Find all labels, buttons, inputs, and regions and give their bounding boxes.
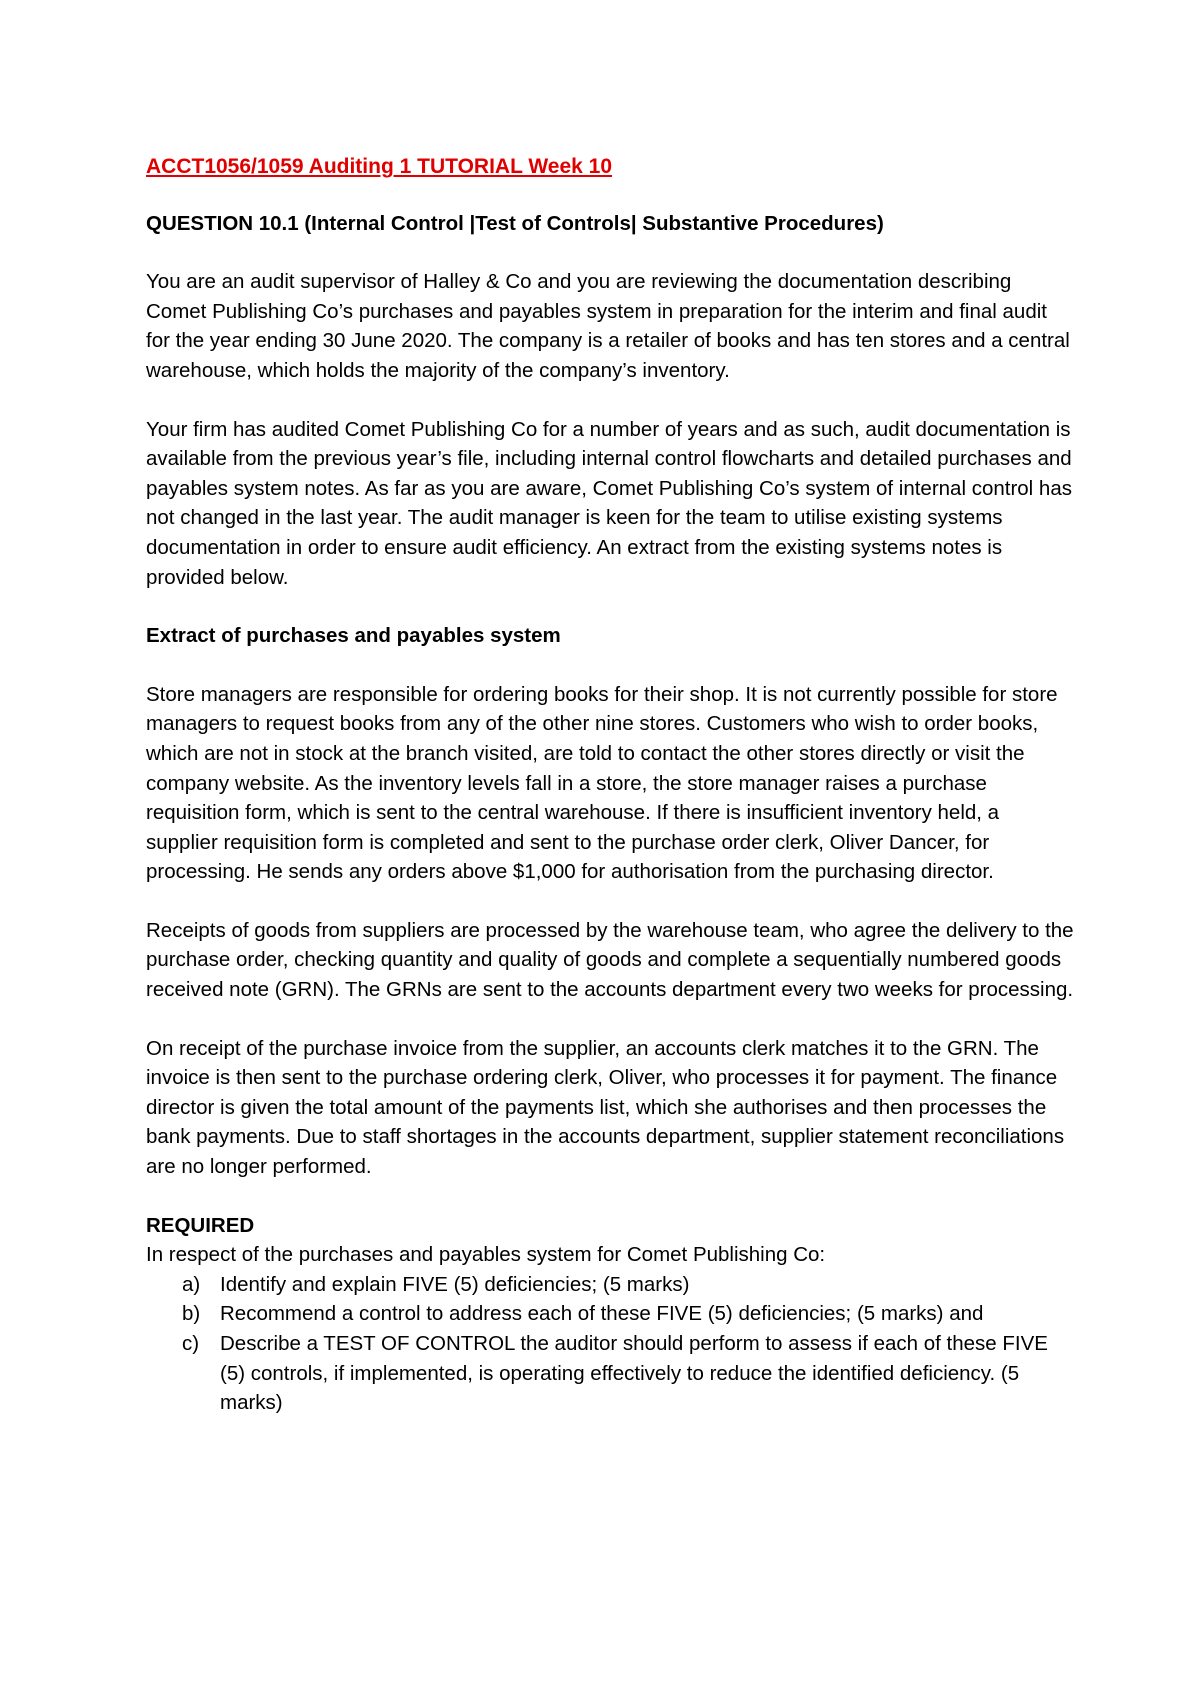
document-content bbox=[146, 152, 1076, 1418]
list-item bbox=[146, 1299, 1076, 1329]
document-title: ACCT1056/1059 Auditing 1 TUTORIAL Week 10 bbox=[146, 155, 613, 178]
list-item-text: Describe a TEST OF CONTROL the auditor should perform to assess if each of these FIVE (5) controls, if implemented, is operating effectively to reduce the identified deficiency. (5 marks) bbox=[220, 1332, 1048, 1415]
required-list bbox=[146, 1270, 1076, 1418]
required-intro: In respect of the purchases and payables system for Comet Publishing Co: bbox=[146, 1243, 826, 1267]
list-marker: b) bbox=[182, 1302, 201, 1326]
extract-heading: Extract of purchases and payables system bbox=[146, 624, 561, 648]
list-item bbox=[146, 1329, 1076, 1418]
list-item bbox=[146, 1270, 1076, 1300]
list-item-text: Identify and explain FIVE (5) deficiencies; (5 marks) bbox=[220, 1272, 690, 1296]
required-heading: REQUIRED bbox=[146, 1213, 255, 1237]
list-marker: a) bbox=[182, 1272, 201, 1296]
list-marker: c) bbox=[182, 1332, 200, 1355]
extract-paragraph-1: Store managers are responsible for ordering books for their shop. It is not currently possible for store managers to request books from any of the other nine stores. Customers who wish to order books, which are not in stock at the branch visited, are told to contact the other stores directly or visit the company website. As the inventory levels fall in a store, the store manager raises a purchase requisition form, which is sent to the central warehouse. If there is insufficient inventory held, a supplier requisition form is completed and sent to the purchase order clerk, Oliver Dancer, for processing. He sends any orders above $1,000 for authorisation from the purchasing director. bbox=[146, 682, 1058, 884]
extract-paragraph-3: On receipt of the purchase invoice from the supplier, an accounts clerk matches it to the GRN. The invoice is then sent to the purchase ordering clerk, Oliver, who processes it for payment. The finance director is given the total amount of the payments list, which she authorises and then processes the bank payments. Due to staff shortages in the accounts department, supplier statement reconciliations are no longer performed. bbox=[146, 1036, 1065, 1179]
intro-paragraph-1: You are an audit supervisor of Halley & Co and you are reviewing the documentation describing Comet Publishing Co’s purchases and payables system in preparation for the interim and final audit for the year ending 30 June 2020. The company is a retailer of books and has ten stores and a central warehouse, which holds the majority of the company’s inventory. bbox=[146, 270, 1070, 382]
extract-paragraph-2: Receipts of goods from suppliers are processed by the warehouse team, who agree the delivery to the purchase order, checking quantity and quality of goods and complete a sequentially numbered goods received note (GRN). The GRNs are sent to the accounts department every two weeks for processing. bbox=[146, 918, 1074, 1002]
list-item-text: Recommend a control to address each of these FIVE (5) deficiencies; (5 marks) and bbox=[220, 1302, 984, 1326]
intro-paragraph-2: Your firm has audited Comet Publishing Co for a number of years and as such, audit documentation is available from the previous year’s file, including internal control flowcharts and detailed purchases and payables system notes. As far as you are aware, Comet Publishing Co’s system of internal control has not changed in the last year. The audit manager is keen for the team to utilise existing systems documentation in order to ensure audit efficiency. An extract from the existing systems notes is provided below. bbox=[146, 417, 1072, 589]
question-heading: QUESTION 10.1 (Internal Control |Test of Controls| Substantive Procedures) bbox=[146, 211, 884, 235]
